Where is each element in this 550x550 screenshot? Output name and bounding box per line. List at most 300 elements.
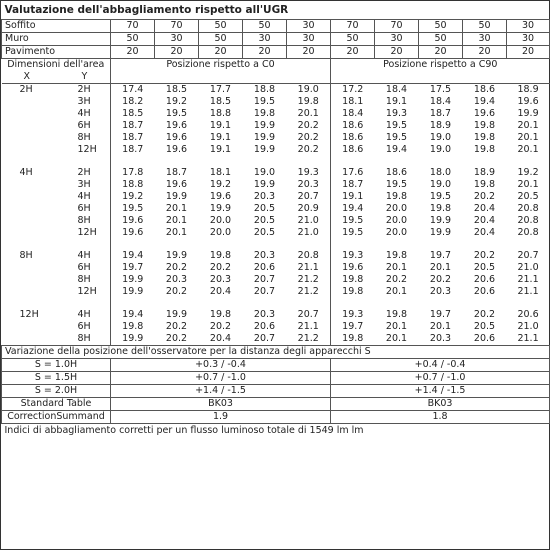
ugr-value-c90: 19.8	[342, 274, 364, 285]
reflectance-value: 50	[419, 33, 463, 46]
reflectance-value: 70	[111, 20, 155, 33]
reflectance-value: 70	[155, 20, 199, 33]
reflectance-value: 30	[287, 33, 331, 46]
ugr-value-c90: 19.1	[385, 96, 408, 107]
ugr-value-c0: 18.1	[209, 167, 232, 178]
dimension-cell	[2, 333, 111, 346]
ugr-value-c90: 19.6	[517, 96, 539, 107]
ugr-value-c90: 18.4	[429, 96, 452, 107]
variation-c0: +1.4 / -1.5	[111, 385, 331, 398]
ugr-value-c0: 19.9	[165, 309, 188, 320]
standard-table-label: Standard Table	[2, 398, 111, 411]
ugr-value-c0: 18.7	[165, 167, 188, 178]
reflectance-value: 20	[331, 46, 375, 59]
ugr-value-c90: 19.8	[473, 144, 496, 155]
ugr-value-c90: 20.5	[473, 262, 496, 273]
ugr-value-c90: 18.6	[342, 144, 364, 155]
standard-table-row	[2, 398, 550, 411]
ugr-value-c90: 20.3	[429, 286, 452, 297]
ugr-value-c90: 20.4	[473, 215, 496, 226]
group-spacer	[2, 156, 550, 167]
spacing-label: S = 1.0H	[2, 359, 111, 372]
ugr-value-c90: 19.2	[517, 167, 539, 178]
y-dimension: 8H	[77, 333, 91, 344]
spacer-cell	[2, 298, 111, 309]
ugr-value-c0: 20.3	[287, 179, 331, 191]
spacer-cell	[331, 239, 550, 250]
ugr-table	[1, 1, 550, 438]
ugr-value-c90: 19.3	[342, 250, 364, 261]
spacer-cell	[111, 156, 331, 167]
ugr-value-c90: 20.4	[473, 227, 496, 238]
ugr-value-c90: 18.1	[342, 96, 364, 107]
ugr-value-c0: 18.8	[253, 84, 276, 95]
ugr-value-c90: 20.4	[473, 203, 496, 214]
xy-header-row	[2, 71, 550, 84]
reflectance-value: 30	[463, 33, 507, 46]
group-spacer	[2, 239, 550, 250]
ugr-value-c90: 19.8	[385, 309, 408, 320]
ugr-value-c90: 18.7	[429, 108, 452, 119]
table-row	[2, 132, 550, 144]
table-row	[2, 179, 550, 191]
reflectance-label: Soffito	[2, 20, 111, 33]
ugr-value-c90: 19.5	[385, 120, 408, 131]
correction-c0: 1.9	[111, 411, 331, 424]
variation-c90: +0.7 / -1.0	[331, 372, 550, 385]
ugr-value-c0: 19.4	[122, 250, 144, 261]
reflectance-value: 20	[111, 46, 155, 59]
c90-header-spacer	[331, 71, 550, 84]
ugr-value-c0: 18.8	[122, 179, 144, 190]
ugr-value-c0: 20.2	[287, 132, 331, 144]
ugr-value-c90: 18.6	[342, 132, 364, 143]
correction-row	[2, 411, 550, 424]
ugr-value-c0: 20.3	[165, 274, 188, 285]
ugr-value-c0: 20.0	[209, 227, 232, 238]
y-dimension: 12H	[77, 227, 97, 238]
table-row	[2, 120, 550, 132]
y-dimension: 4H	[77, 250, 91, 261]
ugr-value-c90: 17.5	[429, 84, 452, 95]
ugr-value-c90: 19.9	[517, 108, 539, 119]
ugr-value-c0: 19.0	[253, 167, 276, 178]
ugr-value-c0: 19.9	[165, 250, 188, 261]
ugr-value-c90: 20.2	[385, 274, 408, 285]
ugr-value-c0: 20.2	[287, 144, 331, 156]
dimension-cell	[2, 144, 111, 156]
ugr-value-c90: 19.4	[473, 96, 496, 107]
ugr-value-c0: 19.6	[122, 227, 144, 238]
dimension-cell	[2, 179, 111, 191]
reflectance-value: 50	[463, 20, 507, 33]
ugr-value-c90: 20.1	[385, 262, 408, 273]
ugr-value-c0: 18.5	[122, 108, 144, 119]
ugr-value-c90: 19.8	[473, 120, 496, 131]
table-row	[2, 108, 550, 120]
c0-header-spacer	[111, 71, 331, 84]
ugr-value-c90: 19.3	[342, 309, 364, 320]
spacer-cell	[2, 156, 111, 167]
ugr-value-c0: 19.1	[209, 144, 232, 155]
ugr-value-c90: 18.4	[385, 84, 408, 95]
reflectance-value: 30	[507, 33, 550, 46]
ugr-value-c0: 20.5	[253, 227, 276, 238]
ugr-value-c90: 19.8	[473, 132, 496, 143]
ugr-value-c0: 21.0	[287, 215, 331, 227]
ugr-value-c90: 18.0	[429, 167, 452, 178]
ugr-value-c90: 19.9	[429, 227, 452, 238]
ugr-value-c90: 20.1	[385, 321, 408, 332]
ugr-value-c90: 19.6	[473, 108, 496, 119]
dimension-cell	[2, 132, 111, 144]
table-row	[2, 321, 550, 333]
table-row	[2, 203, 550, 215]
ugr-value-c0: 19.8	[209, 250, 232, 261]
x-dimension: 12H	[19, 309, 39, 320]
reflectance-row	[2, 46, 550, 59]
variation-row	[2, 385, 550, 398]
ugr-value-c90: 20.3	[429, 333, 452, 344]
spacer-cell	[111, 298, 331, 309]
ugr-value-c0: 20.2	[209, 321, 232, 332]
reflectance-value: 50	[111, 33, 155, 46]
ugr-value-c90: 18.9	[429, 120, 452, 131]
dimension-cell	[2, 167, 111, 179]
reflectance-value: 30	[375, 33, 419, 46]
ugr-value-c90: 20.1	[385, 333, 408, 344]
ugr-value-c90: 19.3	[385, 108, 408, 119]
ugr-value-c0: 20.3	[253, 191, 276, 202]
ugr-value-c90: 20.1	[517, 179, 539, 190]
ugr-value-c0: 19.2	[209, 179, 232, 190]
ugr-value-c90: 21.0	[517, 321, 539, 332]
ugr-value-c0: 19.4	[122, 309, 144, 320]
y-dimension: 4H	[77, 309, 91, 320]
ugr-value-c90: 20.0	[385, 227, 408, 238]
ugr-value-c0: 20.7	[253, 333, 276, 344]
spacing-label: S = 2.0H	[2, 385, 111, 398]
reflectance-value: 50	[199, 20, 243, 33]
reflectance-value: 30	[507, 20, 550, 33]
c0-header: Posizione rispetto a C0	[111, 59, 331, 72]
ugr-value-c0: 21.2	[287, 286, 331, 298]
ugr-value-c90: 20.6	[473, 286, 496, 297]
ugr-value-c0: 19.9	[122, 333, 144, 344]
ugr-value-c90: 19.6	[342, 262, 364, 273]
ugr-value-c90: 19.0	[429, 132, 452, 143]
ugr-value-c90: 20.8	[517, 227, 539, 238]
y-dimension: 8H	[77, 274, 91, 285]
dimension-cell	[2, 309, 111, 321]
y-dimension: 6H	[77, 120, 91, 131]
variation-c0: +0.3 / -0.4	[111, 359, 331, 372]
ugr-value-c0: 20.3	[253, 250, 276, 261]
ugr-value-c0: 20.8	[287, 250, 331, 262]
table-row	[2, 215, 550, 227]
ugr-value-c90: 18.6	[473, 84, 496, 95]
ugr-value-c0: 19.9	[209, 203, 232, 214]
ugr-value-c90: 20.0	[385, 215, 408, 226]
ugr-value-c90: 19.0	[429, 179, 452, 190]
x-dimension: 8H	[19, 250, 33, 261]
reflectance-label: Pavimento	[2, 46, 111, 59]
table-row	[2, 250, 550, 262]
variation-c90: +0.4 / -0.4	[331, 359, 550, 372]
table-row	[2, 144, 550, 156]
ugr-value-c90: 18.9	[473, 167, 496, 178]
ugr-value-c0: 19.5	[253, 96, 276, 107]
ugr-value-c90: 20.1	[517, 144, 539, 155]
ugr-value-c90: 19.0	[429, 144, 452, 155]
ugr-value-c90: 19.5	[342, 215, 364, 226]
correction-label: CorrectionSummand	[2, 411, 111, 424]
ugr-value-c0: 20.1	[165, 227, 188, 238]
reflectance-value: 20	[463, 46, 507, 59]
reflectance-value: 50	[199, 33, 243, 46]
ugr-value-c90: 19.5	[342, 227, 364, 238]
table-row	[2, 274, 550, 286]
ugr-value-c90: 20.7	[517, 250, 539, 261]
ugr-value-c0: 20.7	[253, 286, 276, 297]
reflectance-value: 20	[507, 46, 550, 59]
reflectance-value: 20	[155, 46, 199, 59]
ugr-value-c90: 20.8	[517, 215, 539, 226]
ugr-value-c0: 19.9	[165, 191, 188, 202]
ugr-value-c90: 19.8	[473, 179, 496, 190]
ugr-value-c0: 20.2	[165, 333, 188, 344]
y-dimension: 4H	[77, 191, 91, 202]
ugr-value-c0: 20.9	[287, 203, 331, 215]
spacing-label: S = 1.5H	[2, 372, 111, 385]
spacer-cell	[111, 239, 331, 250]
ugr-value-c0: 19.6	[165, 144, 188, 155]
group-spacer	[2, 298, 550, 309]
ugr-value-c90: 21.1	[517, 274, 539, 285]
dimension-cell	[2, 191, 111, 203]
dimension-cell	[2, 262, 111, 274]
ugr-value-c0: 20.7	[253, 274, 276, 285]
ugr-value-c0: 21.0	[287, 227, 331, 239]
x-dimension: 2H	[19, 84, 33, 95]
ugr-value-c90: 19.8	[385, 191, 408, 202]
ugr-value-c0: 20.2	[209, 262, 232, 273]
ugr-value-c0: 17.4	[122, 84, 144, 95]
y-dimension: 2H	[77, 167, 91, 178]
ugr-value-c90: 19.9	[429, 215, 452, 226]
reflectance-value: 20	[287, 46, 331, 59]
dimension-cell	[2, 286, 111, 298]
ugr-value-c90: 20.1	[429, 262, 452, 273]
ugr-value-c90: 20.1	[385, 286, 408, 297]
ugr-value-c90: 20.6	[473, 274, 496, 285]
footnote: Indici di abbagliamento corretti per un flusso luminoso totale di 1549 lm lm	[4, 425, 364, 436]
standard-table-c90: BK03	[331, 398, 550, 411]
dimensions-header: Dimensioni dell'area	[2, 59, 111, 72]
ugr-value-c0: 19.1	[209, 120, 232, 131]
ugr-value-c90: 19.5	[385, 179, 408, 190]
reflectance-value: 20	[199, 46, 243, 59]
variation-label: Variazione della posizione dell'osservatore per la distanza degli apparecchi S	[2, 346, 550, 359]
ugr-value-c0: 20.2	[165, 286, 188, 297]
ugr-value-c90: 19.7	[429, 309, 452, 320]
ugr-value-c0: 19.3	[287, 167, 331, 179]
table-row	[2, 167, 550, 179]
ugr-value-c0: 18.2	[122, 96, 144, 107]
ugr-value-c90: 20.6	[517, 309, 539, 320]
ugr-value-c0: 20.2	[165, 321, 188, 332]
ugr-value-c0: 17.8	[122, 167, 144, 178]
reflectance-value: 20	[375, 46, 419, 59]
dimension-cell	[2, 215, 111, 227]
correction-c90: 1.8	[331, 411, 550, 424]
ugr-value-c0: 20.2	[165, 262, 188, 273]
reflectance-row	[2, 33, 550, 46]
table-row	[2, 227, 550, 239]
ugr-value-c0: 21.1	[287, 262, 331, 274]
table-row	[2, 262, 550, 274]
reflectance-value: 30	[287, 20, 331, 33]
ugr-value-c0: 18.5	[165, 84, 188, 95]
ugr-value-c90: 18.4	[342, 108, 364, 119]
variation-row	[2, 372, 550, 385]
ugr-value-c0: 21.1	[287, 321, 331, 333]
spacer-cell	[331, 298, 550, 309]
xy-header	[2, 71, 111, 84]
y-dimension: 6H	[77, 203, 91, 214]
ugr-value-c90: 20.1	[517, 120, 539, 131]
y-dimension: 12H	[77, 144, 97, 155]
ugr-value-c90: 19.8	[342, 333, 364, 344]
ugr-value-c0: 20.4	[209, 333, 232, 344]
ugr-value-c90: 20.5	[517, 191, 539, 202]
ugr-value-c0: 19.6	[122, 215, 144, 226]
ugr-value-c0: 20.1	[165, 203, 188, 214]
ugr-value-c90: 20.8	[517, 203, 539, 214]
y-dimension: 6H	[77, 262, 91, 273]
variation-c0: +0.7 / -1.0	[111, 372, 331, 385]
c90-header: Posizione rispetto a C90	[383, 59, 498, 70]
reflectance-value: 20	[419, 46, 463, 59]
reflectance-value: 70	[375, 20, 419, 33]
reflectance-value: 50	[331, 33, 375, 46]
y-dimension: 3H	[77, 96, 91, 107]
ugr-value-c90: 20.2	[473, 250, 496, 261]
table-row	[2, 286, 550, 298]
dimension-cell	[2, 274, 111, 286]
ugr-value-c0: 19.0	[287, 84, 331, 97]
ugr-value-c90: 19.7	[429, 250, 452, 261]
ugr-value-c0: 19.8	[253, 108, 276, 119]
dimensions-header-row	[2, 59, 550, 72]
ugr-value-c0: 19.5	[122, 203, 144, 214]
ugr-value-c0: 19.2	[122, 191, 144, 202]
variation-header-row	[2, 346, 550, 359]
y-dimension: 4H	[77, 108, 91, 119]
ugr-value-c90: 20.1	[429, 321, 452, 332]
ugr-value-c0: 20.6	[253, 262, 276, 273]
x-dimension: 4H	[19, 167, 33, 178]
ugr-value-c90: 20.0	[385, 203, 408, 214]
ugr-value-c0: 19.9	[253, 144, 276, 155]
dimension-cell	[2, 250, 111, 262]
table-row	[2, 191, 550, 203]
ugr-value-c90: 19.4	[385, 144, 408, 155]
y-dimension: 3H	[77, 179, 91, 190]
spacer-cell	[331, 156, 550, 167]
dimension-cell	[2, 321, 111, 333]
title-row	[2, 1, 550, 20]
ugr-value-c0: 20.3	[253, 309, 276, 320]
ugr-value-c0: 19.8	[287, 96, 331, 108]
dimension-cell	[2, 203, 111, 215]
ugr-value-c90: 19.8	[342, 286, 364, 297]
ugr-value-c90: 19.7	[342, 321, 364, 332]
ugr-value-c0: 20.0	[209, 215, 232, 226]
ugr-value-c90: 17.2	[342, 84, 364, 95]
ugr-value-c90: 18.9	[517, 84, 539, 95]
ugr-value-c0: 17.7	[209, 84, 232, 95]
y-dimension: 6H	[77, 321, 91, 332]
reflectance-value: 20	[243, 46, 287, 59]
ugr-value-c0: 19.6	[165, 120, 188, 131]
ugr-value-c0: 20.6	[253, 321, 276, 332]
ugr-value-c90: 19.8	[429, 203, 452, 214]
ugr-value-c90: 19.4	[342, 203, 364, 214]
dimension-cell	[2, 120, 111, 132]
ugr-value-c0: 20.5	[253, 203, 276, 214]
ugr-value-c90: 20.2	[429, 274, 452, 285]
ugr-value-c0: 20.5	[253, 215, 276, 226]
ugr-value-c90: 20.1	[517, 132, 539, 143]
spacer-cell	[2, 239, 111, 250]
ugr-value-c90: 19.8	[385, 250, 408, 261]
ugr-value-c0: 18.8	[209, 108, 232, 119]
reflectance-label: Muro	[2, 33, 111, 46]
ugr-value-c0: 20.1	[165, 215, 188, 226]
ugr-value-c0: 21.2	[287, 274, 331, 286]
y-header: Y	[81, 71, 88, 82]
ugr-value-c0: 18.7	[122, 144, 144, 155]
ugr-value-c0: 18.5	[209, 96, 232, 107]
reflectance-value: 50	[243, 20, 287, 33]
ugr-value-c0: 19.6	[165, 179, 188, 190]
ugr-value-c0: 20.2	[287, 120, 331, 132]
variation-row	[2, 359, 550, 372]
ugr-value-c0: 18.7	[122, 132, 144, 143]
y-dimension: 8H	[77, 132, 91, 143]
ugr-value-c0: 19.2	[165, 96, 188, 107]
dimension-cell	[2, 108, 111, 120]
ugr-value-c0: 19.6	[165, 132, 188, 143]
ugr-value-c0: 19.8	[122, 321, 144, 332]
ugr-value-c0: 19.9	[253, 179, 276, 190]
ugr-value-c90: 20.2	[473, 309, 496, 320]
ugr-value-c90: 21.1	[517, 286, 539, 297]
y-dimension: 12H	[77, 286, 97, 297]
ugr-value-c90: 19.1	[342, 191, 364, 202]
ugr-value-c90: 19.5	[385, 132, 408, 143]
standard-table-c0: BK03	[111, 398, 331, 411]
ugr-value-c0: 19.9	[253, 132, 276, 143]
ugr-value-c0: 20.3	[209, 274, 232, 285]
ugr-value-c0: 19.6	[209, 191, 232, 202]
ugr-value-c0: 20.1	[287, 108, 331, 120]
reflectance-value: 30	[243, 33, 287, 46]
dimension-cell	[2, 96, 111, 108]
ugr-value-c0: 19.5	[165, 108, 188, 119]
ugr-value-c90: 18.7	[342, 179, 364, 190]
